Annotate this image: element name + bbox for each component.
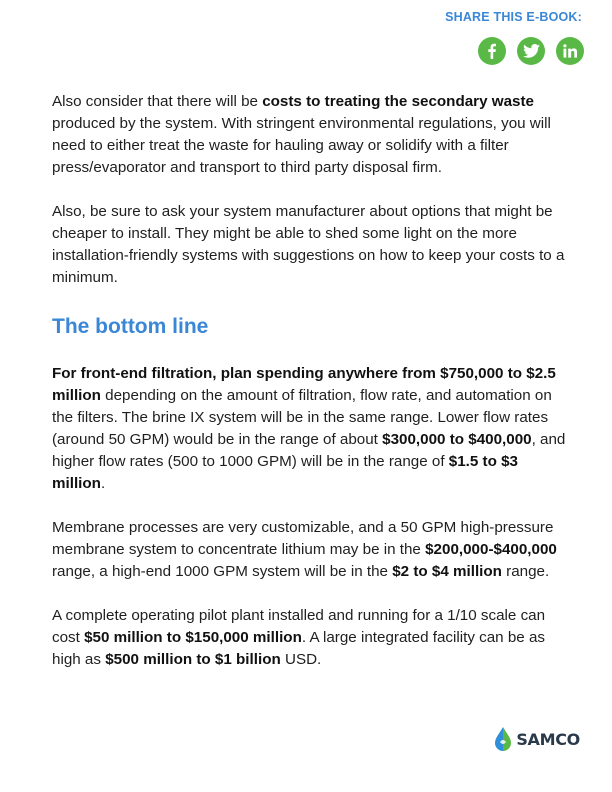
- text-run: produced by the system. With stringent environmental regulations, you will need to either treat the waste for hauling away or solidify with a filter press/evaporator and transport to third party disposal firm.: [52, 115, 551, 176]
- share-label: SHARE THIS E-BOOK:: [445, 10, 582, 24]
- text-run: .: [100, 475, 106, 492]
- samco-drop-icon: [493, 726, 513, 752]
- paragraph-pilot-plant: [52, 605, 572, 671]
- main-content: [52, 91, 572, 671]
- social-share-buttons: [478, 37, 584, 65]
- paragraph-front-end-filtration: [52, 363, 572, 495]
- bold-text: $200,000-$400,000: [425, 541, 557, 558]
- twitter-share-button[interactable]: [517, 37, 545, 65]
- text-run: . A large integrated facility can be as high as: [52, 629, 546, 668]
- linkedin-share-button[interactable]: [556, 37, 584, 65]
- bold-text: $2 to $4 million: [392, 563, 502, 580]
- bold-text: costs to treating the secondary waste: [262, 93, 534, 110]
- text-run: USD.: [280, 651, 322, 668]
- bold-text: $1.5 to $3 million: [52, 453, 519, 492]
- facebook-share-button[interactable]: [478, 37, 506, 65]
- text-run: range.: [501, 563, 550, 580]
- twitter-icon: [523, 44, 540, 58]
- text-run: A complete operating pilot plant installed and running for a 1/10 scale can cost: [52, 607, 546, 646]
- linkedin-icon: [563, 44, 577, 58]
- logo-wordmark: SAMCO: [516, 729, 580, 749]
- samco-logo: [493, 726, 580, 752]
- bold-text: $500 million to $1 billion: [105, 651, 281, 668]
- text-run: depending on the amount of filtration, flow rate, and automation on the filters. The brine IX system will be in the same range. Lower flow rates (around 50 GPM) would be in the range of about: [52, 387, 552, 448]
- text-run: Also consider that there will be: [52, 93, 263, 110]
- facebook-icon: [485, 43, 499, 59]
- text-run: Membrane processes are very customizable, and a 50 GPM high-pressure membrane system to concentrate lithium may be in the: [52, 519, 554, 558]
- paragraph-secondary-waste: [52, 91, 572, 179]
- paragraph-manufacturer-options: Also, be sure to ask your system manufacturer about options that might be cheaper to install. They might be able to shed some light on the more installation-friendly systems with suggestions on how to keep your costs to a minimum.: [52, 203, 565, 286]
- bold-text: For front-end filtration, plan spending anywhere from $750,000 to $2.5 million: [52, 365, 556, 404]
- bold-text: $300,000 to $400,000: [382, 431, 532, 448]
- section-heading: The bottom line: [52, 315, 209, 338]
- paragraph-membrane-processes: [52, 517, 572, 583]
- bold-text: $50 million to $150,000 million: [84, 629, 302, 646]
- text-run: range, a high-end 1000 GPM system will be in the: [52, 563, 393, 580]
- text-run: , and higher flow rates (500 to 1000 GPM) will be in the range of: [52, 431, 566, 470]
